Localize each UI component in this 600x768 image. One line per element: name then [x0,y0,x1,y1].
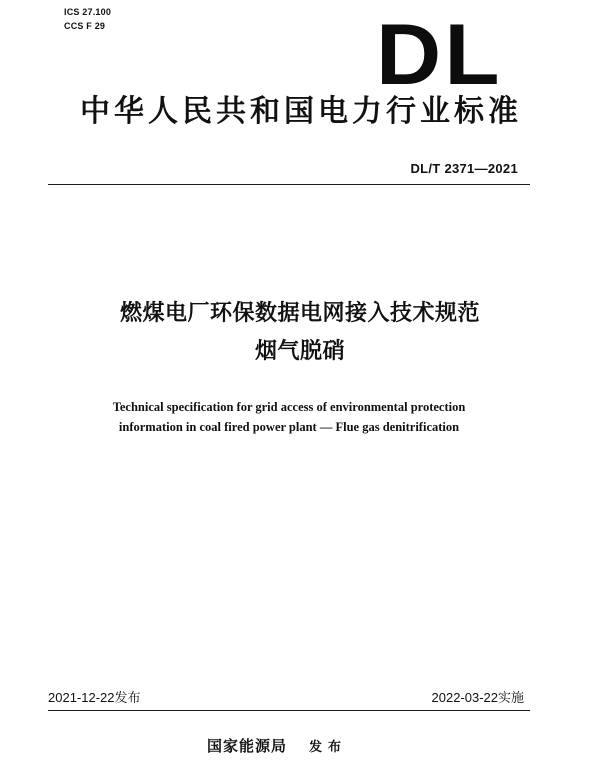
implementation-date: 2022-03-22实施 [431,690,524,705]
chinese-title-line-2: 烟气脱硝 [254,339,345,364]
ics-code: ICS 27.100 [64,7,112,17]
ccs-code: CCS F 29 [64,21,106,31]
standard-number: DL/T 2371—2021 [410,161,518,176]
english-title [0,397,578,437]
standard-category-title: 中华人民共和国电力行业标准 [80,94,522,129]
header-divider [48,184,530,185]
chinese-title-line-1: 燃煤电厂环保数据电网接入技术规范 [119,301,480,326]
dl-logo: DL [376,7,503,103]
publisher-name: 国家能源局 [207,737,288,755]
english-title-line-1: Technical specification for grid access of environmental protection [112,400,466,414]
issue-date: 2021-12-22发布 [48,690,141,705]
publish-verb: 发布 [309,740,348,755]
footer-divider [48,710,530,711]
english-title-line-2: information in coal fired power plant — Flue gas denitrification [118,420,460,434]
classification-codes [64,5,111,33]
publisher-line [207,735,347,759]
chinese-title [0,297,600,368]
